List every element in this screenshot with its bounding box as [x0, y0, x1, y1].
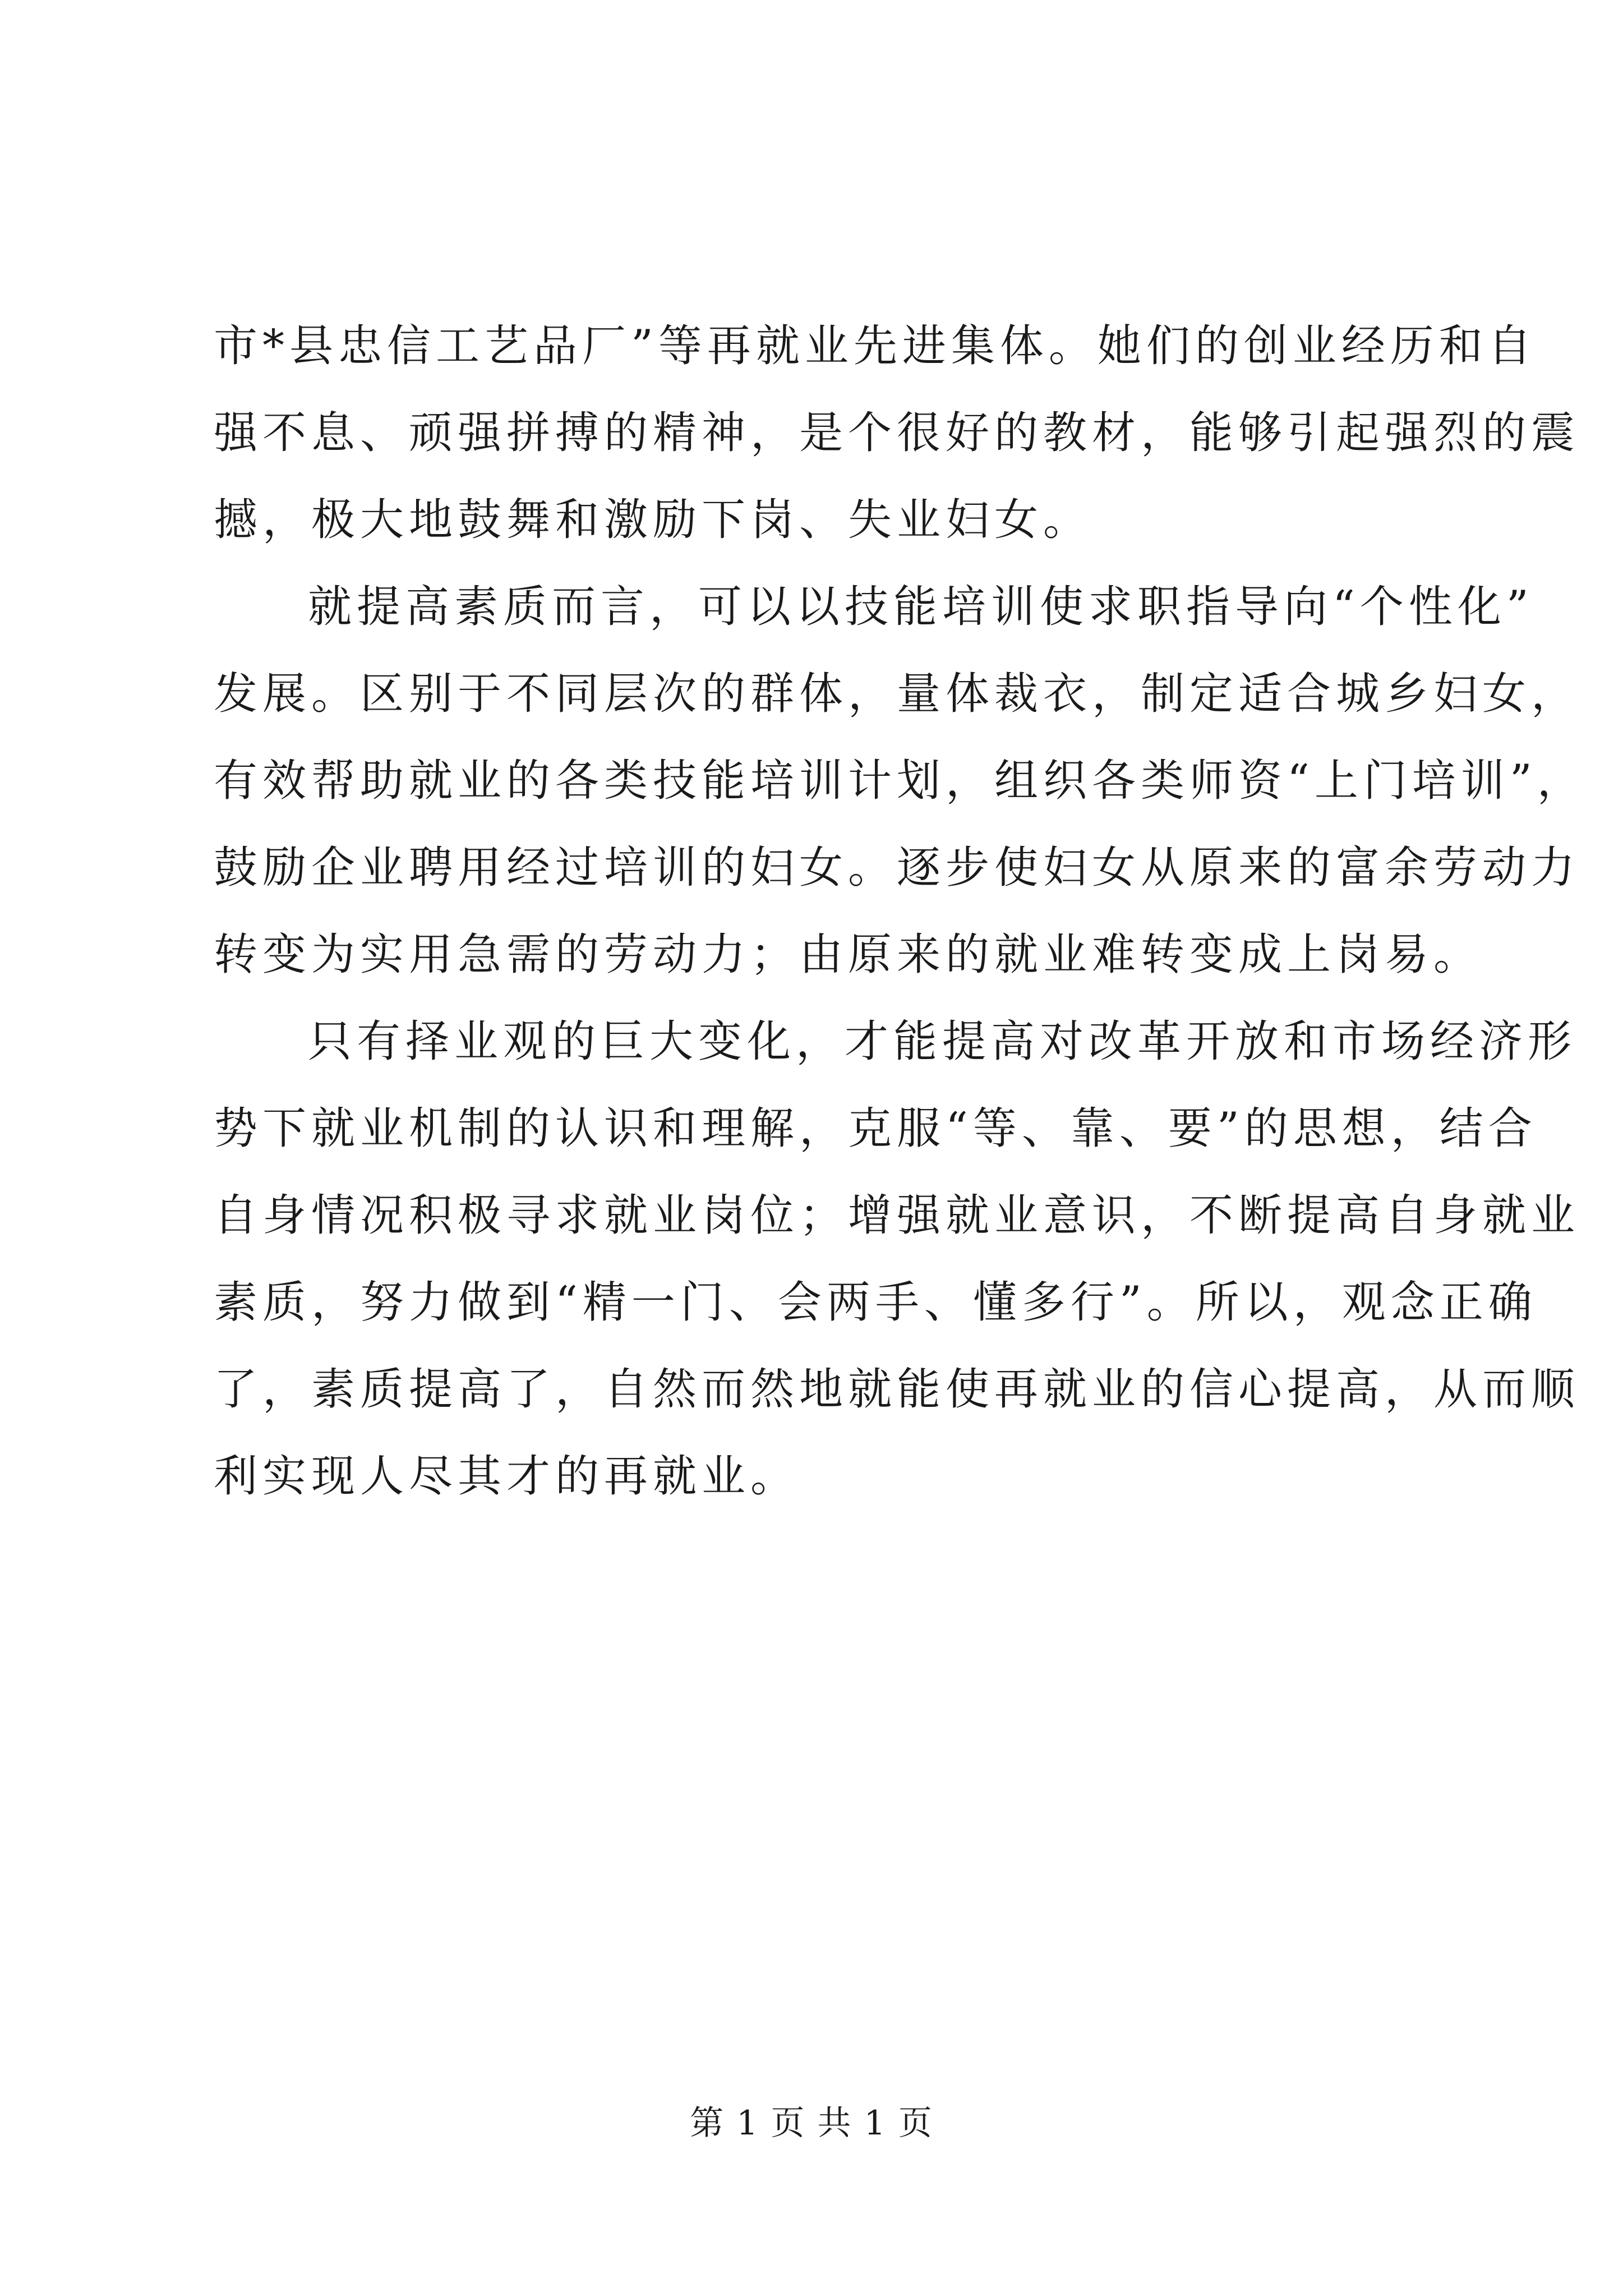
paragraph-line: 市*县忠信工艺品厂”等再就业先进集体。她们的创业经历和自 [214, 321, 1537, 371]
paragraph-line: 只有择业观的巨大变化，才能提高对改革开放和市场经济形 [308, 1016, 1577, 1067]
page-number-label: 第 1 页 共 1 页 [690, 2104, 933, 2143]
paragraph-2 [214, 564, 1586, 999]
paragraph-line: 有效帮助就业的各类技能培训计划，组织各类师资“上门培训”， [214, 756, 1586, 806]
paragraph-3 [214, 999, 1580, 1520]
paragraph-line: 鼓励企业聘用经过培训的妇女。逐步使妇女从原来的富余劳动力 [214, 843, 1580, 893]
paragraph-line: 势下就业机制的认识和理解，克服“等、靠、要”的思想，结合 [214, 1103, 1537, 1154]
paragraph-line: 自身情况积极寻求就业岗位；增强就业意识，不断提高自身就业 [214, 1190, 1580, 1241]
paragraph-line: 利实现人尽其才的再就业。 [214, 1451, 800, 1502]
paragraph-line: 转变为实用急需的劳动力；由原来的就业难转变成上岗易。 [214, 930, 1483, 980]
paragraph-line: 撼，极大地鼓舞和激励下岗、失业妇女。 [214, 495, 1092, 545]
paragraph-line: 强不息、顽强拼搏的精神，是个很好的教材，能够引起强烈的震 [214, 408, 1580, 458]
paragraph-line: 素质，努力做到“精一门、会两手、懂多行”。所以，观念正确 [214, 1277, 1537, 1328]
paragraph-line: 就提高素质而言，可以以技能培训使求职指导向“个性化” [308, 582, 1534, 632]
page-footer [0, 2101, 1623, 2146]
paragraph-line: 发展。区别于不同层次的群体，量体裁衣，制定适合城乡妇女， [214, 669, 1580, 719]
paragraph-line: 了，素质提高了，自然而然地就能使再就业的信心提高，从而顺 [214, 1364, 1580, 1415]
paragraph-1 [214, 303, 1580, 564]
document-body [214, 303, 1586, 1520]
